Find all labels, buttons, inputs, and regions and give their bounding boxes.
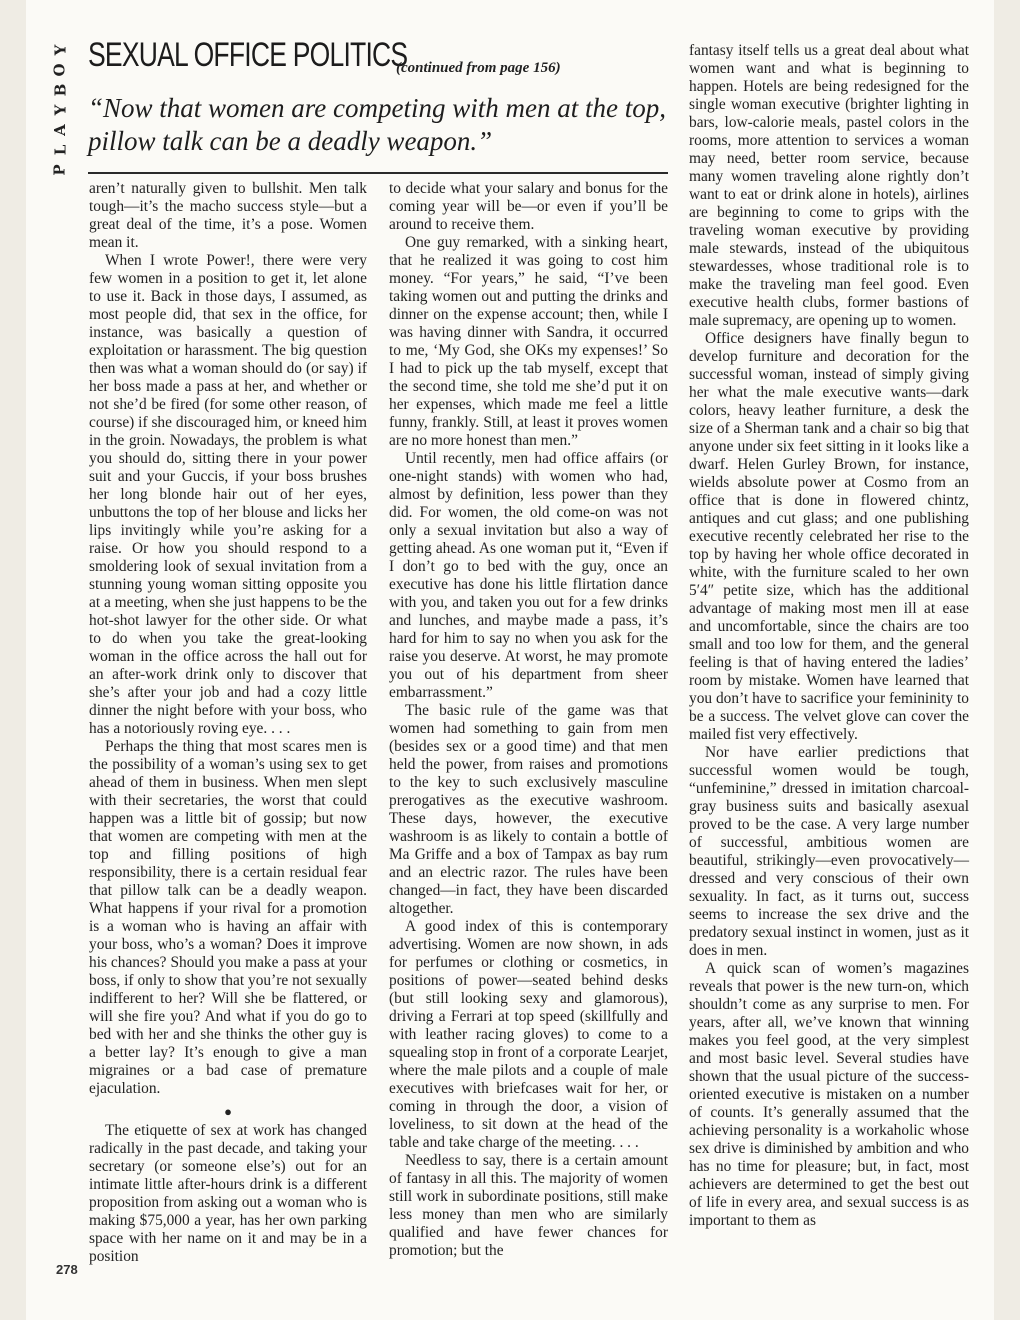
- spine-letter: L: [50, 144, 69, 156]
- spine-letter: B: [51, 83, 69, 97]
- spine-letter: Y: [51, 44, 69, 56]
- paragraph: Office designers have finally begun to develop furniture and decoration for the successful woman, instead of simply giving her what the male executive wants—dark colors, heavy leather furniture, a desk the size of a Sherman tank and a chair so big that anyone under six feet sitting in it looks like a dwarf. Helen Gurley Brown, for instance, wields absolute power at Cosmo from an office that is done in flowered chintz, antiques and cut glass; and one publishing executive recently celebrated her rise to the top by having her whole office decorated in white, with the furniture scaled to her own 5′4″ petite size, which has the additional advantage of making most men ill at ease and uncomfortable, since the chairs are too small and too low for them, and the general feeling is that of having entered the ladies’ room by mistake. Women have learned that you don’t have to sacrifice your femininity to be a success. The velvet glove can cover the mailed fist very effectively.: [689, 330, 969, 743]
- page-number: 278: [56, 1262, 78, 1277]
- paragraph: The basic rule of the game was that women had something to gain from men (besides sex or a good time) and that men held the power, from raises and promotions to the key to such exclusively masculine prerogatives as the executive washroom. These days, however, the executive washroom is as likely to contain a bottle of Ma Griffe and a box of Tampax as bay rum and an electric razor. The rules have been changed—in fact, they have been discarded altogether.: [389, 702, 668, 917]
- paragraph: When I wrote Power!, there were very few women in a position to get it, let alone to use it. Back in those days, I assumed, as most people did, that sex in the office, for instance, was basically a question of exploitation or harassment. The big question then was what a woman should do (or say) if her boss made a pass at her, and whether or not she’d be fired (for some other reason, of course) if she discouraged him, or kneed him in the groin. Nowadays, the problem is what you should do, sitting there in your power suit and your Guccis, if your boss brushes her long blonde hair out of her eyes, unbuttons the top of her blouse and licks her lips invitingly while you’re asking for a raise. Or how you should respond to a smoldering look of sexual invitation from a stunning young woman sitting opposite you at a meeting, when she just happens to be the hot-shot lawyer for the other side. Or what to do when you take the great-looking woman in the office across the hall out for an after-work drink only to discover that she’s after your job and had a cozy little dinner the night before with your boss, who has a notoriously roving eye. . . .: [89, 252, 367, 737]
- spine-letter: O: [50, 63, 69, 77]
- spine-letter: P: [51, 164, 69, 176]
- spine-letter: A: [50, 124, 69, 136]
- paragraph: Until recently, men had office affairs (or one-night stands) with women who had, almost by definition, less power than they did. For women, the old come-on was not only a sexual invitation but also a way of getting ahead. As one woman put it, “Even if I don’t go to bed with the guy, once an executive has done his little flirtation dance with you, and taken you out for a few drinks and lunches, and maybe made a pass, it’s hard for him to say no when you ask for the raise you deserve. At worst, he may promote you out of his department from sheer embarrassment.”: [389, 450, 668, 701]
- paragraph: to decide what your salary and bonus for the coming year will be—or even if you’ll be around to receive them.: [389, 180, 668, 233]
- continued-note: (continued from page 156): [396, 60, 561, 76]
- spine-letter: Y: [51, 104, 69, 116]
- section-break-bullet: ●: [224, 1104, 232, 1119]
- paragraph: Nor have earlier predictions that successful women would be tough, “unfeminine,” dressed in imitation charcoal-gray business suits and basically asexual proved to be the case. A very large number of successful, ambitious women are beautiful, strikingly—even provocatively—dressed and very conscious of their own sexuality. In fact, as it turns out, success seems to increase the sex drive and the predatory sexual instinct in women, just as it does in men.: [689, 744, 969, 959]
- magazine-name-vertical: [46, 40, 74, 180]
- divider-rule: [88, 172, 668, 174]
- paragraph: Needless to say, there is a certain amount of fantasy in all this. The majority of women still work in subordinate positions, still make less money than men who are similarly qualified and have fewer chances for promotion; but the: [389, 1152, 668, 1259]
- article-column-3: [689, 42, 969, 1230]
- paragraph: aren’t naturally given to bullshit. Men talk tough—it’s the macho success style—but a great deal of the time, it’s a pose. Women mean it.: [89, 180, 367, 251]
- paragraph: The etiquette of sex at work has changed radically in the past decade, and taking your secretary (or someone else’s) out for an intimate little after-hours drink is a different proposition from asking out a woman who is making $75,000 a year, has her own parking space with her name on it and may be in a position: [89, 1122, 367, 1265]
- paragraph: A quick scan of women’s magazines reveals that power is the new turn-on, which shouldn’t come as any surprise to men. For years, after all, we’ve known that winning makes you feel good, at the very simplest and most basic level. Several studies have shown that the usual picture of the success-oriented executive is mistaken on a number of counts. It’s generally assumed that the achieving personality is a workaholic whose sex drive is diminished by ambition and who has no time for pleasure; but, in fact, most achievers are determined to get the best out of life in every area, and sexual success is as important to them as: [689, 960, 969, 1229]
- pull-quote: “Now that women are competing with men at the top, pillow talk can be a deadly weapon.”: [88, 93, 666, 156]
- article-column-2: [389, 180, 668, 1260]
- section-title: SEXUAL OFFICE POLITICS: [88, 36, 408, 74]
- paragraph: One guy remarked, with a sinking heart, that he realized it was going to cost him money. “For years,” he said, “I’ve been taking women out and putting the drinks and dinner on the expense account; then, while I was having dinner with Sandra, it occurred to me, ‘My God, she OKs my expenses!’ So I had to pick up the tab myself, except that the second time, she told me she’d put it on her expenses, which made me feel a little funny, frankly. Still, at least it proves women are no more honest than men.”: [389, 234, 668, 449]
- paragraph: A good index of this is contemporary advertising. Women are now shown, in ads for perfumes or clothing or cosmetics, in positions of power—seated behind desks (but still looking sexy and glamorous), driving a Ferrari at top speed (skillfully and with leather racing gloves) to come to a squealing stop in front of a corporate Learjet, where the male pilots and a couple of male executives with briefcases wait for her, or coming in through the door, a vision of loveliness, to sit down at the head of the table and take charge of the meeting. . . .: [389, 918, 668, 1151]
- paragraph: Perhaps the thing that most scares men is the possibility of a woman’s using sex to get ahead of them in business. When men slept with their secretaries, the worst that could happen was a little bit of gossip; but now that women are competing with men at the top and filling positions of high responsibility, there is a certain residual fear that pillow talk can be a deadly weapon. What happens if your rival for a promotion is a woman who is having an affair with your boss, who’s a woman? Does it improve his chances? Should you make a pass at your boss, if only to show that you’re not sexually indifferent to her? Will she be flattered, or will she fire you? And what if you do go to bed with her and she thinks the other guy is a better lay? It’s enough to give a man migraines or a bad case of premature ejaculation.: [89, 738, 367, 1097]
- article-column-1: [89, 180, 367, 1266]
- paragraph: fantasy itself tells us a great deal about what women want and what is beginning to happen. Hotels are being redesigned for the single woman executive (brighter lighting in bars, low-calorie meals, pastel colors in the rooms, more attention to services a woman may need, better room service, because many women traveling alone rightly don’t want to eat or drink alone in hotels), airlines are beginning to come to grips with the traveling woman executive by providing male stewards, instead of the ubiquitous stewardesses, whose traditional role is to make the traveling man feel good. Even executive health clubs, former bastions of male supremacy, are opening up to women.: [689, 42, 969, 329]
